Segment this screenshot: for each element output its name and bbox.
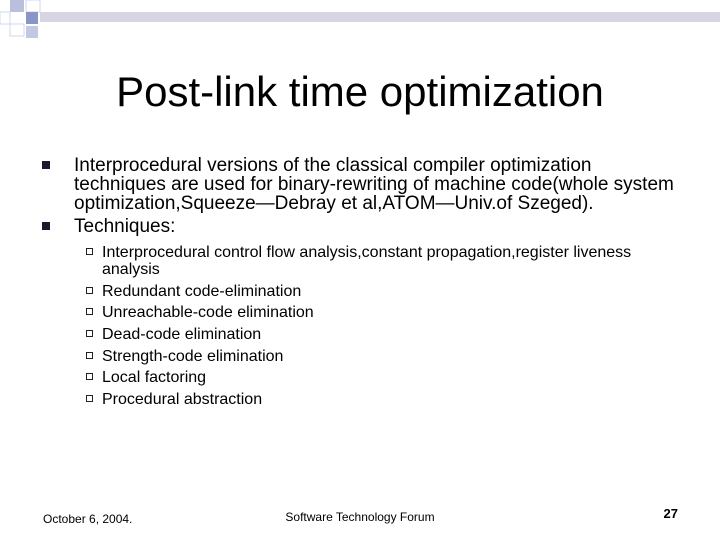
deco-square xyxy=(26,0,40,12)
deco-square xyxy=(26,26,38,38)
square-bullet-icon xyxy=(42,161,50,169)
deco-square xyxy=(26,12,38,24)
bullet-item xyxy=(40,217,680,236)
hollow-square-bullet-icon xyxy=(86,308,93,315)
hollow-square-bullet-icon xyxy=(86,395,93,402)
hollow-square-bullet-icon xyxy=(86,248,93,255)
sub-bullet-text: Redundant code-elimination xyxy=(102,282,302,300)
sub-bullet-item xyxy=(86,244,680,278)
sub-bullet-item xyxy=(86,304,680,321)
bullet-item xyxy=(40,156,680,213)
header-bar xyxy=(40,12,720,22)
sub-bullet-item xyxy=(86,391,680,408)
slide-title: Post-link time optimization xyxy=(116,68,604,115)
sub-bullet-text: Strength-code elimination xyxy=(102,347,284,365)
page-number: 27 xyxy=(663,506,678,521)
sub-bullet-item xyxy=(86,348,680,365)
deco-square xyxy=(0,12,10,24)
hollow-square-bullet-icon xyxy=(86,352,93,359)
sub-bullet-item xyxy=(86,369,680,386)
deco-square xyxy=(10,24,24,36)
hollow-square-bullet-icon xyxy=(86,330,93,337)
sub-bullet-item xyxy=(86,326,680,343)
deco-square xyxy=(10,0,24,12)
footer-date: October 6, 2004. xyxy=(43,512,133,526)
bullet-text: Interprocedural versions of the classical compiler optimization techniques are used for binary-rewriting of machine code(whole system optimization,Squeeze—Debray et al,ATOM—Univ.of Szeged). xyxy=(74,155,674,214)
footer-title: Software Technology Forum xyxy=(285,510,435,524)
sub-bullet-text: Dead-code elimination xyxy=(102,326,262,344)
slide-body xyxy=(40,156,680,413)
sub-bullet-text: Unreachable-code elimination xyxy=(102,304,314,322)
sub-bullet-text: Interprocedural control flow analysis,constant propagation,register liveness analysis xyxy=(102,244,632,278)
sub-bullet-item xyxy=(86,283,680,300)
sub-bullet-text: Local factoring xyxy=(102,369,207,387)
hollow-square-bullet-icon xyxy=(86,287,93,294)
square-bullet-icon xyxy=(42,222,50,230)
bullet-text: Techniques: xyxy=(74,216,176,237)
hollow-square-bullet-icon xyxy=(86,373,93,380)
header-decoration xyxy=(0,0,720,40)
sub-bullet-text: Procedural abstraction xyxy=(102,391,263,409)
techniques-list xyxy=(86,244,680,408)
